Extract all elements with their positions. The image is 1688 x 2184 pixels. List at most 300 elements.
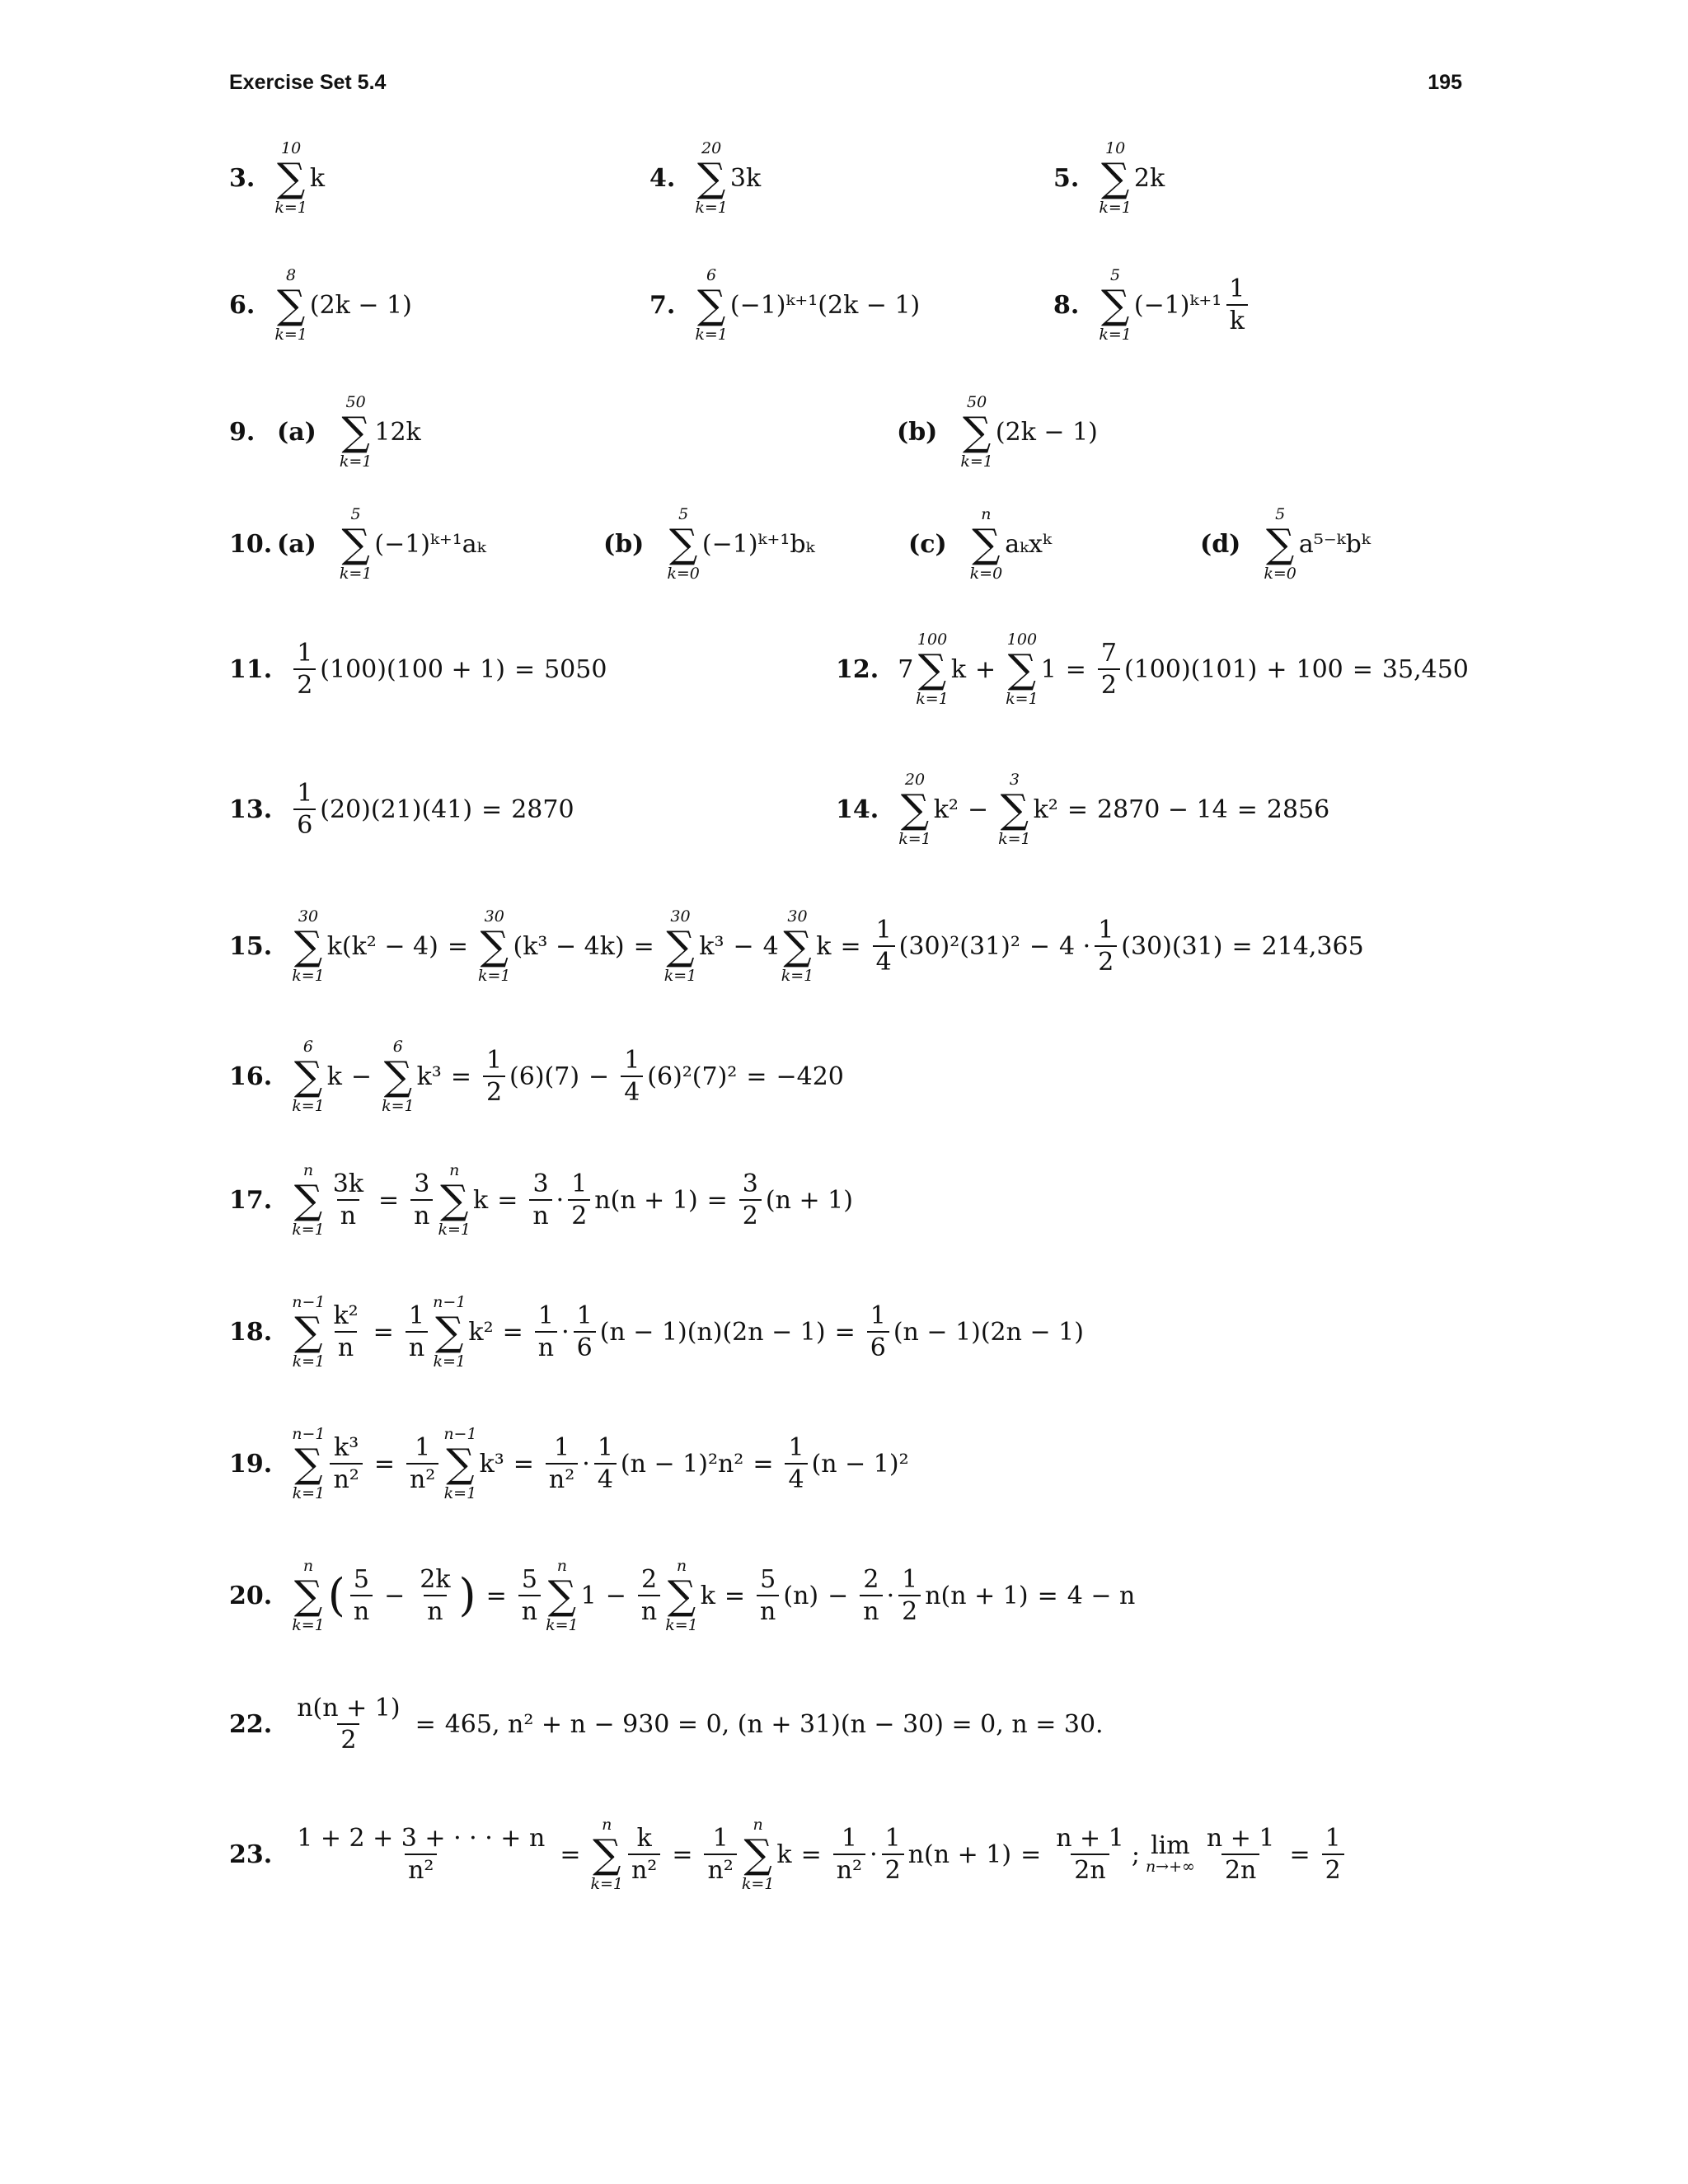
- sum-lower-limit: k=1: [443, 1484, 477, 1502]
- limit-operator: [1146, 1833, 1195, 1875]
- denominator: n²: [833, 1854, 865, 1884]
- math-expression: [897, 771, 1330, 848]
- fraction: [330, 1432, 362, 1494]
- denominator: n²: [406, 1463, 438, 1493]
- denominator: n²: [405, 1854, 437, 1884]
- problem-5: [1053, 141, 1165, 215]
- problem-9: [229, 393, 422, 471]
- sum-upper-limit: 50: [345, 393, 366, 411]
- math-text: (n − 1)(n)(2n − 1): [599, 1317, 826, 1347]
- summation: [292, 907, 325, 985]
- math-text: (2k − 1): [995, 417, 1098, 447]
- problem-10: [908, 507, 1053, 581]
- numerator: k³: [334, 1432, 359, 1462]
- summation: [340, 505, 373, 583]
- sigma-symbol: ∑: [293, 1572, 323, 1619]
- sum-lower-limit: k=1: [292, 967, 325, 985]
- problem-9: [897, 395, 1099, 469]
- sum-lower-limit: k=1: [1099, 326, 1132, 344]
- math-expression: [290, 1161, 854, 1239]
- problem-16: [229, 1039, 845, 1113]
- sigma-symbol: ∑: [917, 646, 947, 692]
- sum-lower-limit: k=1: [916, 690, 949, 708]
- math-expression: [1097, 139, 1165, 217]
- fraction: [416, 1564, 453, 1626]
- summation: [590, 1816, 623, 1893]
- math-text: (100)(101): [1124, 654, 1258, 684]
- numerator: 1 + 2 + 3 + · · · + n: [297, 1823, 546, 1853]
- math-text: ·: [556, 1185, 565, 1215]
- math-operator: =: [1037, 1581, 1058, 1610]
- denominator: n: [529, 1199, 551, 1230]
- fraction: [1053, 1825, 1128, 1884]
- denominator: n: [410, 1199, 433, 1230]
- denominator: n²: [546, 1463, 578, 1493]
- math-text: k: [776, 1840, 792, 1869]
- numerator: 1: [297, 778, 313, 808]
- math-text: aₖxᵏ: [1005, 529, 1052, 559]
- sigma-symbol: ∑: [383, 1053, 412, 1099]
- sigma-symbol: ∑: [440, 1177, 469, 1223]
- fraction: [568, 1171, 590, 1230]
- summation: [274, 139, 307, 217]
- math-expression: [968, 505, 1053, 583]
- math-text: k³: [479, 1449, 504, 1479]
- fraction: [621, 1047, 643, 1106]
- sum-lower-limit: k=1: [274, 326, 307, 344]
- sum-upper-limit: 8: [286, 266, 297, 284]
- math-expression: [290, 780, 574, 839]
- sigma-symbol: ∑: [294, 1441, 323, 1487]
- math-text: 12k: [374, 417, 421, 447]
- fraction: [1322, 1825, 1344, 1884]
- math-operator: −: [733, 931, 754, 961]
- sigma-symbol: ∑: [963, 409, 992, 455]
- numerator: k²: [333, 1301, 359, 1330]
- fraction: [350, 1564, 373, 1626]
- denominator: 4: [785, 1463, 807, 1493]
- problem-number: 9.: [229, 417, 256, 447]
- math-text: (−1)ᵏ⁺¹: [1133, 290, 1222, 320]
- math-text: n(n + 1): [594, 1185, 698, 1215]
- math-expression: [290, 640, 607, 699]
- sigma-symbol: ∑: [1100, 155, 1130, 201]
- sigma-symbol: ∑: [435, 1309, 464, 1355]
- problem-17: [229, 1163, 854, 1237]
- sum-lower-limit: k=1: [898, 830, 931, 848]
- problem-number: 15.: [229, 931, 273, 961]
- sum-lower-limit: k=1: [433, 1352, 467, 1371]
- fraction: [833, 1825, 865, 1884]
- math-expression: [290, 1425, 909, 1502]
- math-text: (n + 1): [765, 1185, 853, 1215]
- fraction: [406, 1432, 438, 1494]
- numerator: 3: [532, 1169, 549, 1198]
- sum-upper-limit: 5: [678, 505, 689, 523]
- sigma-symbol: ∑: [783, 923, 812, 969]
- summation: [916, 630, 949, 708]
- problem-7: [649, 268, 921, 342]
- sum-upper-limit: 30: [298, 907, 319, 926]
- sum-lower-limit: k=1: [998, 830, 1031, 848]
- sum-lower-limit: k=1: [546, 1616, 579, 1634]
- fraction: [1203, 1825, 1278, 1884]
- math-operator: =: [1231, 931, 1253, 961]
- math-text: 1: [580, 1581, 597, 1610]
- page-number: 195: [1428, 71, 1462, 94]
- problem-number: 19.: [229, 1449, 273, 1479]
- sum-upper-limit: n−1: [443, 1425, 477, 1443]
- math-operator: =: [1289, 1840, 1311, 1869]
- math-text: 2870 − 14: [1096, 794, 1228, 824]
- fraction: [638, 1564, 660, 1626]
- sigma-symbol: ∑: [341, 521, 370, 567]
- numerator: 1: [415, 1432, 431, 1462]
- part-label: (a): [277, 417, 316, 447]
- denominator: n: [406, 1331, 428, 1361]
- math-paren: (: [327, 1569, 345, 1621]
- math-text: 7: [898, 654, 914, 684]
- math-text: (−1)ᵏ⁺¹bₖ: [701, 529, 815, 559]
- problem-number: 13.: [229, 794, 273, 824]
- denominator: 2: [337, 1723, 359, 1754]
- sigma-symbol: ∑: [276, 282, 306, 328]
- math-expression: [665, 505, 815, 583]
- denominator: n: [638, 1595, 660, 1625]
- problem-11: [229, 632, 607, 706]
- sigma-symbol: ∑: [446, 1441, 475, 1487]
- math-text: ;: [1131, 1840, 1140, 1869]
- summation: [960, 393, 993, 471]
- math-operator: =: [560, 1840, 581, 1869]
- math-text: 2870: [511, 794, 574, 824]
- sum-lower-limit: k=1: [292, 1484, 326, 1502]
- sum-lower-limit: k=1: [695, 199, 728, 217]
- denominator: n²: [628, 1854, 660, 1884]
- math-text: 100: [1296, 654, 1343, 684]
- fraction: [529, 1171, 551, 1230]
- part-label: (b): [603, 529, 645, 559]
- math-operator: =: [633, 931, 654, 961]
- sum-upper-limit: n−1: [292, 1293, 326, 1311]
- math-text: k: [473, 1185, 489, 1215]
- summation: [546, 1557, 579, 1634]
- fraction: [594, 1432, 617, 1494]
- sum-lower-limit: k=1: [292, 1352, 326, 1371]
- numerator: 1: [485, 1045, 503, 1075]
- denominator: 6: [574, 1331, 596, 1361]
- sum-lower-limit: k=1: [590, 1875, 623, 1893]
- math-text: k: [816, 931, 832, 961]
- math-text: n(n + 1): [907, 1840, 1012, 1869]
- sum-upper-limit: 100: [917, 630, 948, 649]
- sigma-symbol: ∑: [972, 521, 1001, 567]
- fraction: [860, 1564, 882, 1626]
- summation: [1006, 630, 1039, 708]
- numerator: 1: [597, 1432, 613, 1462]
- fraction: [410, 1171, 433, 1230]
- sigma-symbol: ∑: [1000, 786, 1029, 832]
- math-operator: =: [724, 1581, 746, 1610]
- sigma-symbol: ∑: [593, 1831, 621, 1877]
- denominator: n: [350, 1595, 373, 1625]
- math-text: (−1)ᵏ⁺¹aₖ: [374, 529, 486, 559]
- summation: [742, 1816, 775, 1893]
- math-text: 2k: [1133, 163, 1165, 193]
- denominator: 2: [1098, 668, 1120, 699]
- sum-lower-limit: k=1: [665, 1616, 698, 1634]
- math-operator: =: [415, 1709, 436, 1739]
- denominator: n: [860, 1595, 882, 1625]
- fraction: [1226, 276, 1248, 335]
- numerator: n + 1: [1206, 1823, 1275, 1853]
- problem-number: 16.: [229, 1062, 273, 1091]
- math-text: k: [700, 1581, 715, 1610]
- sum-upper-limit: n: [676, 1557, 687, 1575]
- sum-upper-limit: 30: [787, 907, 808, 926]
- math-text: (−1)ᵏ⁺¹(2k − 1): [729, 290, 921, 320]
- math-expression: [273, 139, 326, 217]
- math-text: k: [950, 654, 967, 684]
- numerator: k: [636, 1823, 652, 1853]
- math-operator: −: [384, 1581, 406, 1610]
- math-text: k: [326, 1062, 342, 1091]
- denominator: 2: [1095, 945, 1117, 976]
- summation: [998, 771, 1031, 848]
- problem-19: [229, 1427, 910, 1501]
- denominator: 2n: [1071, 1854, 1109, 1884]
- math-expression: [693, 139, 762, 217]
- numerator: 2k: [420, 1564, 451, 1594]
- problem-number: 5.: [1053, 163, 1080, 193]
- problem-8: [1053, 268, 1251, 342]
- sum-upper-limit: 6: [706, 266, 717, 284]
- numerator: 1: [712, 1823, 729, 1853]
- problem-14: [836, 772, 1330, 846]
- summation: [433, 1293, 466, 1371]
- fraction: [330, 1171, 367, 1230]
- sum-lower-limit: k=1: [960, 452, 993, 471]
- math-operator: −: [350, 1062, 373, 1091]
- math-expression: [1262, 505, 1371, 583]
- fraction: [873, 917, 895, 976]
- math-operator: =: [373, 1317, 394, 1347]
- denominator: 2n: [1221, 1854, 1259, 1884]
- numerator: 1: [554, 1432, 570, 1462]
- fraction: [330, 1303, 361, 1361]
- summation: [382, 1038, 415, 1115]
- math-text: ·: [870, 1840, 878, 1869]
- math-operator: −: [1029, 931, 1051, 961]
- fraction: [1095, 917, 1117, 976]
- summation: [292, 1425, 325, 1502]
- fraction: [546, 1432, 578, 1494]
- problem-number: 3.: [229, 163, 256, 193]
- denominator: n: [424, 1595, 446, 1625]
- denominator: n: [337, 1199, 359, 1230]
- summation: [340, 393, 373, 471]
- math-text: 4 ·: [1059, 931, 1091, 961]
- math-text: k³: [416, 1062, 442, 1091]
- fraction: [406, 1303, 428, 1361]
- math-text: −420: [776, 1062, 844, 1091]
- sigma-symbol: ∑: [276, 155, 306, 201]
- math-text: ·: [561, 1317, 570, 1347]
- summation: [1099, 139, 1132, 217]
- denominator: n: [518, 1595, 541, 1625]
- sigma-symbol: ∑: [341, 409, 370, 455]
- math-expression: [1097, 266, 1251, 344]
- sigma-symbol: ∑: [547, 1572, 576, 1619]
- part-label: (d): [1200, 529, 1241, 559]
- sum-lower-limit: k=1: [695, 326, 728, 344]
- numerator: 5: [521, 1564, 537, 1594]
- numerator: 1: [870, 1301, 886, 1330]
- sum-upper-limit: 6: [392, 1038, 403, 1056]
- numerator: 1: [1325, 1823, 1341, 1853]
- denominator: 2: [293, 668, 316, 699]
- sigma-symbol: ∑: [743, 1831, 772, 1877]
- fraction: [867, 1303, 889, 1361]
- sum-upper-limit: n: [302, 1557, 314, 1575]
- sum-upper-limit: 3: [1009, 771, 1020, 789]
- summation: [274, 266, 307, 344]
- problem-number: 8.: [1053, 290, 1080, 320]
- problem-10: [603, 507, 816, 581]
- numerator: 1: [788, 1432, 804, 1462]
- sum-upper-limit: n: [556, 1557, 567, 1575]
- math-operator: =: [378, 1185, 400, 1215]
- math-text: 465, n² + n − 930 = 0, (n + 31)(n − 30) = 0, n = 30.: [444, 1709, 1104, 1739]
- sum-upper-limit: n−1: [292, 1425, 326, 1443]
- math-operator: =: [800, 1840, 822, 1869]
- math-expression: [290, 1293, 1085, 1371]
- sigma-symbol: ∑: [696, 282, 726, 328]
- fraction: [628, 1825, 660, 1884]
- numerator: 1: [902, 1564, 918, 1594]
- summation: [478, 907, 511, 985]
- fraction: [882, 1825, 904, 1884]
- math-operator: =: [502, 1317, 523, 1347]
- sigma-symbol: ∑: [294, 1309, 323, 1355]
- sum-upper-limit: 10: [281, 139, 302, 157]
- math-expression: [338, 505, 487, 583]
- sigma-symbol: ∑: [666, 923, 695, 969]
- summation: [665, 1557, 698, 1634]
- fraction: [483, 1047, 505, 1106]
- summation: [781, 907, 814, 985]
- sum-lower-limit: k=1: [741, 1875, 775, 1893]
- problem-number: 22.: [229, 1709, 273, 1739]
- denominator: 2: [739, 1199, 762, 1230]
- sum-lower-limit: k=1: [292, 1616, 325, 1634]
- sigma-symbol: ∑: [293, 1053, 323, 1099]
- math-operator: =: [672, 1840, 693, 1869]
- math-expression: [290, 1557, 1136, 1634]
- math-text: 4 − n: [1067, 1581, 1136, 1610]
- fraction: [785, 1432, 807, 1494]
- numerator: 3k: [332, 1169, 363, 1198]
- math-text: (n − 1)²: [811, 1449, 909, 1479]
- math-expression: [273, 266, 413, 344]
- math-text: n(n + 1): [925, 1581, 1029, 1610]
- denominator: 6: [293, 808, 316, 839]
- fraction: [535, 1303, 557, 1361]
- denominator: 6: [867, 1331, 889, 1361]
- math-text: (n − 1)²n²: [620, 1449, 744, 1479]
- numerator: 3: [742, 1169, 758, 1198]
- numerator: 1: [571, 1169, 588, 1198]
- problem-12: [836, 632, 1470, 706]
- summation: [292, 1038, 325, 1115]
- problem-number: 12.: [836, 654, 879, 684]
- numerator: 1: [624, 1045, 640, 1075]
- sum-upper-limit: n: [302, 1161, 314, 1179]
- fraction: [293, 640, 316, 699]
- numerator: 2: [640, 1564, 658, 1594]
- math-expression: [290, 1038, 845, 1115]
- sigma-symbol: ∑: [696, 155, 726, 201]
- fraction: [293, 780, 316, 839]
- sigma-symbol: ∑: [900, 786, 930, 832]
- math-operator: −: [828, 1581, 849, 1610]
- sum-upper-limit: n: [981, 505, 992, 523]
- math-expression: [290, 1816, 1348, 1893]
- problem-4: [649, 141, 762, 215]
- sum-lower-limit: k=0: [1264, 565, 1296, 583]
- sum-upper-limit: 20: [701, 139, 722, 157]
- math-text: k³: [699, 931, 724, 961]
- sum-lower-limit: k=1: [382, 1097, 415, 1115]
- denominator: 2: [882, 1854, 904, 1884]
- sum-lower-limit: k=1: [339, 452, 373, 471]
- math-operator: −: [967, 794, 989, 824]
- summation: [438, 1161, 471, 1239]
- math-expression: [693, 266, 921, 344]
- sum-lower-limit: k=1: [339, 565, 373, 583]
- math-operator: =: [373, 1449, 395, 1479]
- sigma-symbol: ∑: [1266, 521, 1295, 567]
- sum-lower-limit: k=1: [274, 199, 307, 217]
- sum-lower-limit: k=1: [1099, 199, 1132, 217]
- summation: [667, 505, 700, 583]
- summation: [1264, 505, 1296, 583]
- problem-13: [229, 772, 575, 846]
- math-text: (n − 1)(2n − 1): [893, 1317, 1084, 1347]
- problem-number: 17.: [229, 1185, 273, 1215]
- problem-20: [229, 1558, 1136, 1633]
- math-operator: =: [1352, 654, 1373, 684]
- math-paren: ): [458, 1569, 476, 1621]
- math-operator: =: [1065, 654, 1086, 684]
- math-text: ·: [582, 1449, 590, 1479]
- lim-word: lim: [1151, 1831, 1190, 1861]
- problem-number: 20.: [229, 1581, 273, 1610]
- sum-upper-limit: 6: [302, 1038, 314, 1056]
- numerator: 1: [297, 638, 313, 668]
- sum-upper-limit: 5: [350, 505, 361, 523]
- sum-lower-limit: k=1: [292, 1097, 325, 1115]
- math-text: 4: [762, 931, 779, 961]
- fraction: [518, 1564, 541, 1626]
- math-text: 3k: [729, 163, 762, 193]
- math-text: 2856: [1266, 794, 1330, 824]
- summation: [292, 1293, 325, 1371]
- denominator: 4: [873, 945, 895, 976]
- sum-upper-limit: 20: [904, 771, 926, 789]
- math-text: k²: [1033, 794, 1058, 824]
- denominator: n: [757, 1595, 779, 1625]
